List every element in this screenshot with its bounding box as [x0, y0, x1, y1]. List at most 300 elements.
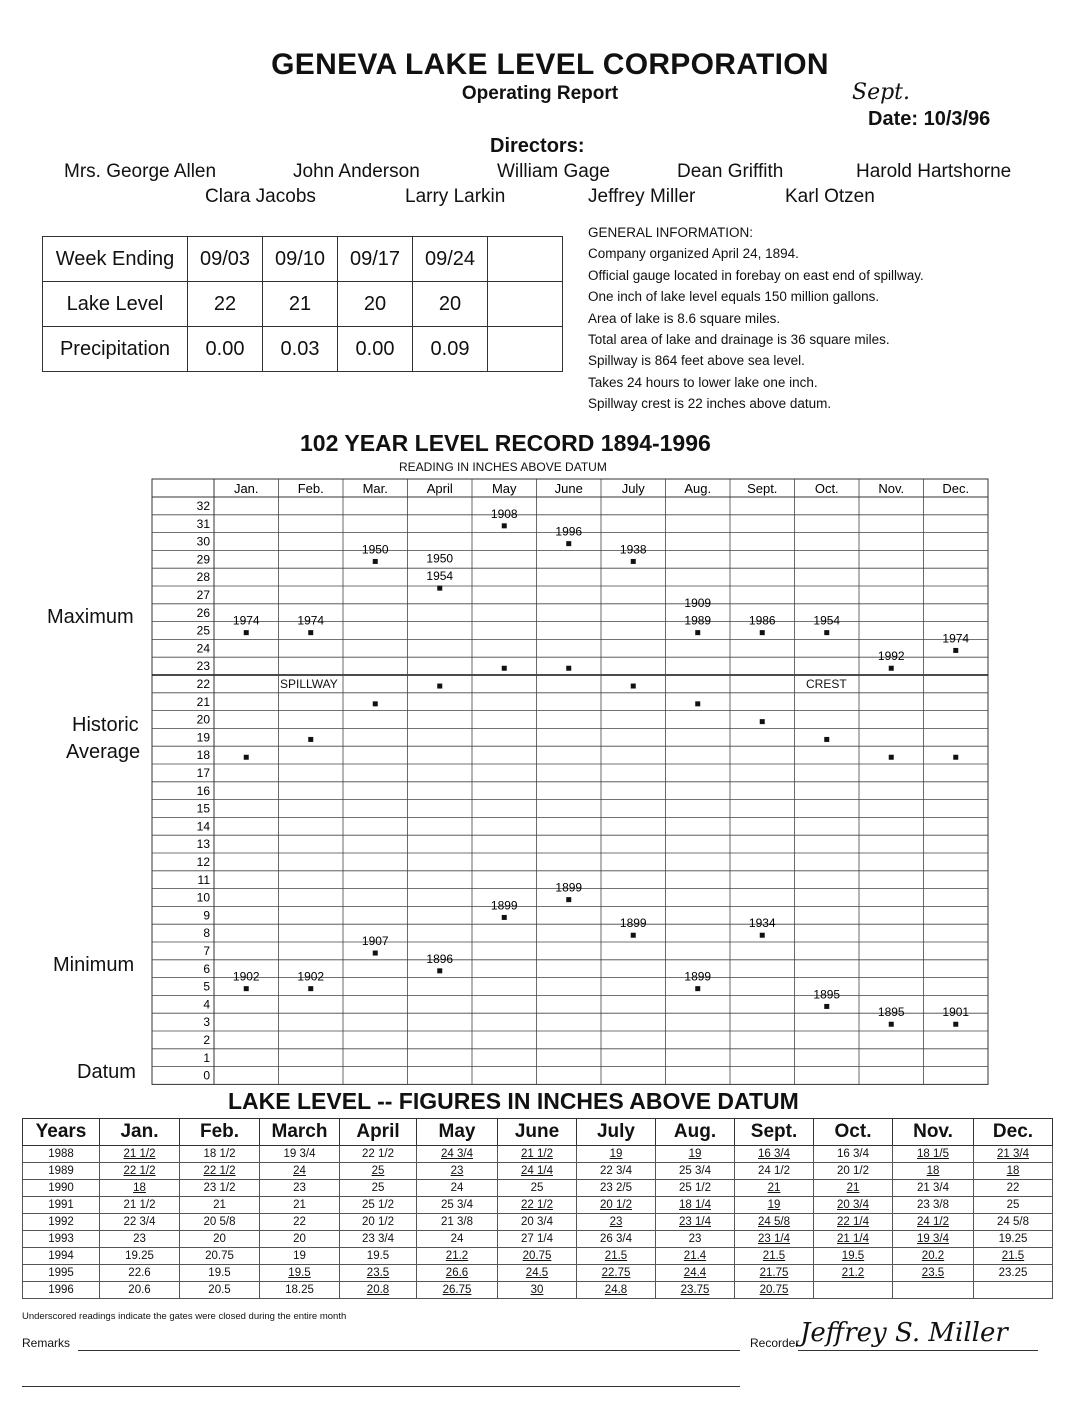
- level-cell: 23 1/4: [735, 1231, 814, 1248]
- cell: 0.00: [188, 327, 263, 372]
- level-cell: 22: [260, 1214, 340, 1231]
- level-cell: 23: [100, 1231, 180, 1248]
- col-header: Sept.: [735, 1119, 814, 1146]
- data-point: [631, 559, 636, 564]
- level-cell: 26.75: [417, 1282, 498, 1299]
- remarks-line-2[interactable]: [22, 1386, 740, 1387]
- level-cell: 18 1/2: [180, 1146, 260, 1163]
- level-cell: 21 1/2: [100, 1197, 180, 1214]
- remarks-label: Remarks: [22, 1336, 71, 1350]
- info-line: Official gauge located in forebay on east end of spillway.: [588, 267, 924, 283]
- level-cell: 24: [260, 1163, 340, 1180]
- level-cell: 20.6: [100, 1282, 180, 1299]
- data-point: [308, 737, 313, 742]
- level-cell: 20: [260, 1231, 340, 1248]
- level-cell: 23 2/5: [577, 1180, 656, 1197]
- level-cell: 21.4: [656, 1248, 735, 1265]
- year-label: 1899: [490, 898, 518, 913]
- table-row: [23, 1231, 1053, 1248]
- month-header: June: [554, 481, 583, 496]
- level-cell: 21.2: [814, 1265, 893, 1282]
- data-point: [760, 719, 765, 724]
- level-cell: 23 1/4: [656, 1214, 735, 1231]
- data-point: [373, 701, 378, 706]
- year-label: 1901: [942, 1005, 970, 1020]
- y-tick-label: 12: [196, 855, 210, 869]
- cell: 09/17: [338, 237, 413, 282]
- info-line: Area of lake is 8.6 square miles.: [588, 310, 781, 326]
- info-line: Spillway crest is 22 inches above datum.: [588, 396, 832, 412]
- col-header: April: [340, 1119, 417, 1146]
- data-point: [953, 648, 958, 653]
- level-cell: 21 3/8: [417, 1214, 498, 1231]
- level-cell: 20.8: [340, 1282, 417, 1299]
- level-cell: 18: [893, 1163, 974, 1180]
- data-point: [502, 915, 507, 920]
- year-label: 1992: [877, 649, 905, 664]
- director-name: John Anderson: [293, 161, 420, 182]
- info-line: One inch of lake level equals 150 million gallons.: [588, 289, 880, 305]
- level-cell: 24 5/8: [735, 1214, 814, 1231]
- year-label: 1895: [877, 1005, 905, 1020]
- month-header: Aug.: [684, 481, 712, 496]
- spillway-label: SPILLWAY: [280, 677, 338, 691]
- recorder-line: [798, 1350, 1038, 1351]
- y-tick-label: 4: [203, 997, 210, 1012]
- year-cell: 1988: [23, 1146, 100, 1163]
- data-point: [244, 986, 249, 991]
- level-cell: [893, 1282, 974, 1299]
- year-label: 1986: [748, 613, 776, 628]
- level-cell: 19: [735, 1197, 814, 1214]
- level-cell: 23 1/2: [180, 1180, 260, 1197]
- crest-label: CREST: [806, 677, 847, 691]
- data-point: [244, 630, 249, 635]
- level-cell: 21 1/2: [498, 1146, 577, 1163]
- data-point: [889, 1022, 894, 1027]
- level-cell: 23 3/4: [340, 1231, 417, 1248]
- col-header: May: [417, 1119, 498, 1146]
- y-tick-label: 0: [203, 1068, 210, 1083]
- data-point: [437, 684, 442, 689]
- level-cell: 23: [577, 1214, 656, 1231]
- level-cell: 22 1/2: [498, 1197, 577, 1214]
- col-header: Jan.: [100, 1119, 180, 1146]
- report-title: GENEVA LAKE LEVEL CORPORATION: [271, 48, 829, 81]
- year-cell: 1994: [23, 1248, 100, 1265]
- level-cell: 19.25: [974, 1231, 1053, 1248]
- lake-level-table: [22, 1118, 1053, 1299]
- level-cell: 18: [100, 1180, 180, 1197]
- level-cell: 25: [340, 1163, 417, 1180]
- info-line: Total area of lake and drainage is 36 square miles.: [588, 332, 890, 348]
- data-point: [695, 701, 700, 706]
- cell: 22: [188, 282, 263, 327]
- data-point: [437, 586, 442, 591]
- level-cell: 21: [814, 1180, 893, 1197]
- year-cell: 1991: [23, 1197, 100, 1214]
- level-cell: 22 1/4: [814, 1214, 893, 1231]
- data-point: [631, 933, 636, 938]
- y-tick-label: 18: [196, 748, 210, 763]
- year-label: 1950: [361, 542, 389, 557]
- level-cell: 19 3/4: [260, 1146, 340, 1163]
- level-cell: 20: [180, 1231, 260, 1248]
- data-point: [631, 684, 636, 689]
- month-header: Dec.: [942, 481, 970, 496]
- y-tick-label: 19: [196, 730, 210, 745]
- level-cell: 20 3/4: [814, 1197, 893, 1214]
- level-cell: 20 1/2: [340, 1214, 417, 1231]
- level-cell: 24 1/2: [893, 1214, 974, 1231]
- year-label: 1896: [426, 951, 454, 966]
- year-label: 1950: [426, 551, 454, 566]
- data-point: [308, 986, 313, 991]
- level-cell: 24 5/8: [974, 1214, 1053, 1231]
- y-tick-label: 6: [203, 961, 210, 976]
- year-label: 1899: [684, 969, 712, 984]
- level-cell: 24: [417, 1180, 498, 1197]
- level-cell: 21.2: [417, 1248, 498, 1265]
- year-label: 1899: [619, 916, 647, 931]
- month-header: Mar.: [362, 481, 388, 496]
- year-cell: 1990: [23, 1180, 100, 1197]
- col-header: Nov.: [893, 1119, 974, 1146]
- level-cell: 18: [974, 1163, 1053, 1180]
- y-tick-label: 28: [196, 570, 210, 585]
- cell: 20: [413, 282, 488, 327]
- level-cell: 21 1/2: [100, 1146, 180, 1163]
- year-label: 1902: [232, 969, 260, 984]
- level-cell: 20.75: [180, 1248, 260, 1265]
- director-name: Larry Larkin: [405, 186, 506, 207]
- level-cell: 25: [498, 1180, 577, 1197]
- col-header: Dec.: [974, 1119, 1053, 1146]
- level-cell: 23.75: [656, 1282, 735, 1299]
- y-tick-label: 16: [196, 783, 210, 798]
- cell: 0.00: [338, 327, 413, 372]
- data-point: [695, 630, 700, 635]
- level-cell: 25 3/4: [417, 1197, 498, 1214]
- data-point: [953, 755, 958, 760]
- level-cell: 16 3/4: [814, 1146, 893, 1163]
- y-tick-label: 32: [196, 499, 210, 513]
- y-tick-label: 9: [203, 908, 210, 923]
- level-cell: 22 3/4: [100, 1214, 180, 1231]
- data-point: [437, 968, 442, 973]
- level-cell: 21.5: [577, 1248, 656, 1265]
- data-point: [373, 559, 378, 564]
- row-label: Week Ending: [43, 237, 188, 282]
- level-cell: 24.8: [577, 1282, 656, 1299]
- col-header: June: [498, 1119, 577, 1146]
- info-line: Spillway is 864 feet above sea level.: [588, 353, 805, 369]
- year-label: 1908: [490, 506, 518, 521]
- y-tick-label: 30: [196, 534, 210, 549]
- level-cell: 22 1/2: [180, 1163, 260, 1180]
- level-cell: 22.6: [100, 1265, 180, 1282]
- level-cell: 25 3/4: [656, 1163, 735, 1180]
- month-header: May: [491, 481, 517, 496]
- month-header: Feb.: [297, 481, 324, 496]
- table-row: [23, 1180, 1053, 1197]
- level-cell: 20 3/4: [498, 1214, 577, 1231]
- col-header: Aug.: [656, 1119, 735, 1146]
- record-subtitle: READING IN INCHES ABOVE DATUM: [399, 460, 607, 474]
- level-cell: 25: [340, 1180, 417, 1197]
- y-tick-label: 20: [196, 712, 210, 727]
- level-cell: 21: [735, 1180, 814, 1197]
- y-tick-label: 14: [196, 819, 210, 834]
- level-cell: 22 3/4: [577, 1163, 656, 1180]
- level-cell: 20 5/8: [180, 1214, 260, 1231]
- data-point: [373, 951, 378, 956]
- year-label: 1989: [684, 613, 712, 628]
- year-label: 1895: [813, 987, 841, 1002]
- year-label: 1974: [232, 613, 260, 628]
- year-cell: 1989: [23, 1163, 100, 1180]
- year-label: 1954: [426, 569, 454, 584]
- report-subtitle: Operating Report: [461, 83, 619, 104]
- level-cell: 21 3/4: [893, 1180, 974, 1197]
- data-point: [760, 630, 765, 635]
- col-header: July: [577, 1119, 656, 1146]
- level-cell: 24 3/4: [417, 1146, 498, 1163]
- level-cell: 19: [656, 1146, 735, 1163]
- y-tick-label: 2: [203, 1033, 210, 1047]
- date-handwritten-month: Sept.: [852, 80, 911, 105]
- level-cell: 25: [974, 1197, 1053, 1214]
- cell: 09/10: [263, 237, 338, 282]
- level-cell: 25 1/2: [340, 1197, 417, 1214]
- y-tick-label: 3: [203, 1015, 210, 1030]
- level-cell: 19: [260, 1248, 340, 1265]
- data-point: [824, 630, 829, 635]
- level-cell: 27 1/4: [498, 1231, 577, 1248]
- year-cell: 1992: [23, 1214, 100, 1231]
- level-cell: 18 1/4: [656, 1197, 735, 1214]
- level-cell: 18 1/5: [893, 1146, 974, 1163]
- level-cell: 19.5: [260, 1265, 340, 1282]
- data-point: [824, 1004, 829, 1009]
- month-header: Nov.: [878, 481, 905, 496]
- remarks-line[interactable]: [78, 1350, 740, 1351]
- level-cell: 24.4: [656, 1265, 735, 1282]
- data-point: [566, 666, 571, 671]
- year-label: 1902: [297, 969, 325, 984]
- year-cell: 1993: [23, 1231, 100, 1248]
- data-point: [760, 933, 765, 938]
- year-label: 1909: [684, 595, 712, 610]
- level-cell: 20.75: [498, 1248, 577, 1265]
- level-cell: 20 1/2: [577, 1197, 656, 1214]
- level-cell: 21 3/4: [974, 1146, 1053, 1163]
- cell: 09/24: [413, 237, 488, 282]
- level-cell: 21.75: [735, 1265, 814, 1282]
- level-cell: 19 3/4: [893, 1231, 974, 1248]
- data-point: [695, 986, 700, 991]
- director-name: Mrs. George Allen: [64, 161, 217, 182]
- cell: 0.03: [263, 327, 338, 372]
- y-tick-label: 26: [196, 605, 210, 620]
- month-header: Jan.: [233, 481, 259, 496]
- general-info-heading: GENERAL INFORMATION:: [588, 225, 754, 240]
- level-cell: 19.5: [340, 1248, 417, 1265]
- level-cell: 21.5: [735, 1248, 814, 1265]
- level-cell: 26.6: [417, 1265, 498, 1282]
- y-tick-label: 8: [203, 926, 210, 941]
- recorder-label: Recorder: [750, 1336, 800, 1350]
- record-title: 102 YEAR LEVEL RECORD 1894-1996: [300, 430, 711, 456]
- year-cell: 1996: [23, 1282, 100, 1299]
- report-date: Date: 10/3/96: [868, 108, 991, 130]
- level-cell: 19: [577, 1146, 656, 1163]
- data-point: [889, 666, 894, 671]
- director-name: Dean Griffith: [677, 161, 784, 182]
- data-point: [566, 541, 571, 546]
- level-cell: 23 3/8: [893, 1197, 974, 1214]
- y-tick-label: 7: [203, 944, 210, 958]
- level-cell: 24 1/2: [735, 1163, 814, 1180]
- year-cell: 1995: [23, 1265, 100, 1282]
- level-cell: 22: [974, 1180, 1053, 1197]
- level-cell: 21: [180, 1197, 260, 1214]
- level-cell: 21 1/4: [814, 1231, 893, 1248]
- cell: 0.09: [413, 327, 488, 372]
- level-cell: 21.5: [974, 1248, 1053, 1265]
- table-row: [23, 1265, 1053, 1282]
- table-row: [23, 1248, 1053, 1265]
- level-cell: [814, 1282, 893, 1299]
- year-label: 1954: [813, 613, 841, 628]
- level-cell: 20.75: [735, 1282, 814, 1299]
- year-label: 1996: [555, 524, 583, 539]
- level-cell: 22.75: [577, 1265, 656, 1282]
- footnote: Underscored readings indicate the gates were closed during the entire month: [22, 1311, 347, 1322]
- director-name: Jeffrey Miller: [588, 186, 696, 207]
- level-cell: 23.5: [893, 1265, 974, 1282]
- data-point: [953, 1022, 958, 1027]
- y-tick-label: 23: [196, 659, 210, 674]
- table-row: [23, 1197, 1053, 1214]
- director-name: William Gage: [497, 161, 610, 182]
- data-point: [566, 897, 571, 902]
- level-cell: 22 1/2: [340, 1146, 417, 1163]
- y-tick-label: 25: [196, 623, 210, 638]
- y-tick-label: 17: [196, 766, 210, 780]
- director-name: Karl Otzen: [785, 186, 875, 207]
- year-label: 1974: [942, 631, 970, 646]
- y-tick-label: 21: [196, 694, 210, 709]
- table-row: [23, 1214, 1053, 1231]
- month-header: July: [621, 481, 645, 496]
- y-tick-label: 11: [197, 872, 210, 887]
- lake-level-title: LAKE LEVEL -- FIGURES IN INCHES ABOVE DATUM: [228, 1088, 799, 1114]
- level-cell: 24.5: [498, 1265, 577, 1282]
- cell: 21: [263, 282, 338, 327]
- y-tick-label: 24: [196, 641, 210, 656]
- cell: 20: [338, 282, 413, 327]
- director-name: Clara Jacobs: [205, 186, 316, 207]
- year-label: 1934: [748, 916, 776, 931]
- director-name: Harold Hartshorne: [856, 161, 1012, 182]
- info-line: Company organized April 24, 1894.: [588, 246, 799, 262]
- year-label: 1899: [555, 880, 583, 895]
- row-label: Lake Level: [43, 282, 188, 327]
- recorder-signature: Jeffrey S. Miller: [800, 1318, 1008, 1348]
- col-header: Years: [23, 1119, 100, 1146]
- y-tick-label: 1: [203, 1050, 210, 1065]
- year-label: 1907: [361, 934, 389, 949]
- col-header: Oct.: [814, 1119, 893, 1146]
- y-tick-label: 10: [196, 890, 210, 905]
- level-cell: 16 3/4: [735, 1146, 814, 1163]
- month-header: April: [426, 481, 453, 496]
- data-point: [244, 755, 249, 760]
- year-label: 1938: [619, 542, 647, 557]
- level-cell: 24: [417, 1231, 498, 1248]
- level-cell: 22 1/2: [100, 1163, 180, 1180]
- y-tick-label: 5: [203, 979, 210, 994]
- data-point: [824, 737, 829, 742]
- level-cell: 20.2: [893, 1248, 974, 1265]
- y-tick-label: 13: [196, 837, 210, 852]
- table-row: [23, 1146, 1053, 1163]
- y-tick-label: 29: [196, 552, 210, 567]
- historic-label: Historic: [72, 714, 139, 736]
- level-cell: 18.25: [260, 1282, 340, 1299]
- level-cell: 19.5: [814, 1248, 893, 1265]
- level-cell: 23: [417, 1163, 498, 1180]
- level-cell: 21: [260, 1197, 340, 1214]
- level-cell: 23.5: [340, 1265, 417, 1282]
- info-line: Takes 24 hours to lower lake one inch.: [588, 374, 818, 390]
- data-point: [889, 755, 894, 760]
- level-cell: 30: [498, 1282, 577, 1299]
- row-label: Precipitation: [43, 327, 188, 372]
- table-row: [23, 1163, 1053, 1180]
- level-cell: 20.5: [180, 1282, 260, 1299]
- level-cell: 19.25: [100, 1248, 180, 1265]
- month-header: Oct.: [814, 481, 839, 496]
- level-cell: 23: [260, 1180, 340, 1197]
- directors-heading: Directors:: [490, 135, 585, 157]
- y-tick-label: 27: [196, 588, 210, 602]
- level-cell: 19.5: [180, 1265, 260, 1282]
- minimum-label: Minimum: [53, 954, 135, 976]
- level-cell: 20 1/2: [814, 1163, 893, 1180]
- year-label: 1974: [297, 613, 325, 628]
- data-point: [308, 630, 313, 635]
- col-header: Feb.: [180, 1119, 260, 1146]
- y-tick-label: 31: [196, 516, 210, 531]
- table-row: [23, 1282, 1053, 1299]
- col-header: March: [260, 1119, 340, 1146]
- y-tick-label: 22: [196, 677, 210, 691]
- level-cell: 25 1/2: [656, 1180, 735, 1197]
- data-point: [502, 666, 507, 671]
- month-header: Sept.: [747, 481, 778, 496]
- cell: 09/03: [188, 237, 263, 282]
- y-tick-label: 15: [196, 801, 210, 816]
- maximum-label: Maximum: [47, 606, 134, 628]
- level-cell: 24 1/4: [498, 1163, 577, 1180]
- average-label: Average: [66, 741, 141, 763]
- level-cell: 26 3/4: [577, 1231, 656, 1248]
- datum-label: Datum: [77, 1061, 136, 1083]
- level-cell: 23.25: [974, 1265, 1053, 1282]
- level-cell: 23: [656, 1231, 735, 1248]
